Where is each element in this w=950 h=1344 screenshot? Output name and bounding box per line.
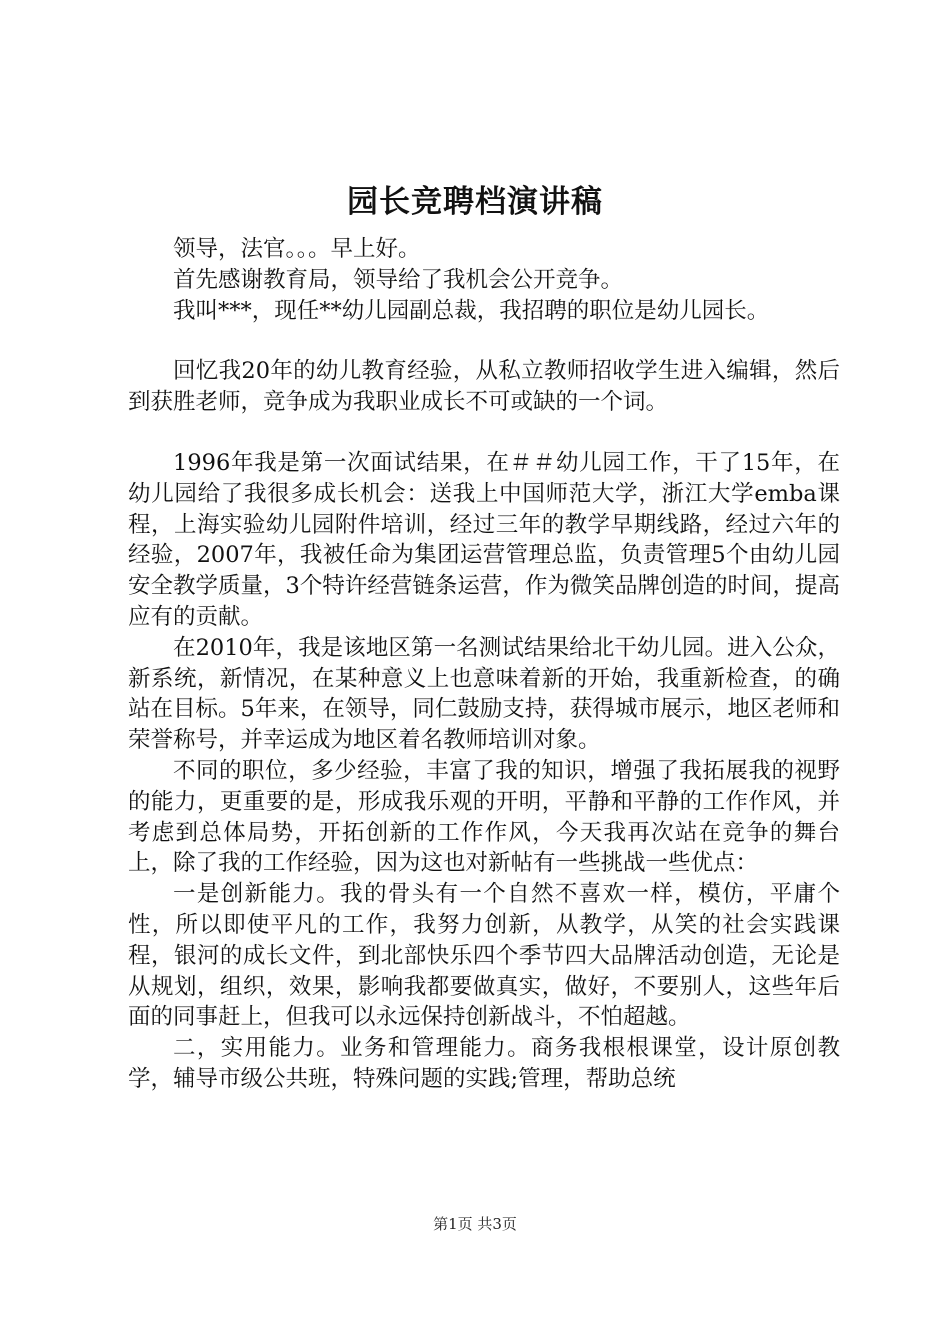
- paragraph-experience: 回忆我20年的幼儿教育经验，从私立教师招收学生进入编辑，然后到获胜老师，竞争成为我职业成长不可或缺的一个词。: [128, 358, 840, 416]
- paragraph-greeting: 领导，法官。。。早上好。: [173, 236, 421, 262]
- paragraph-1996: 1996年我是第一次面试结果，在＃＃幼儿园工作，干了15年，在幼儿园给了我很多成长机会：送我上中国师范大学，浙江大学emba课程，上海实验幼儿园附件培训，经过三年的教学早期线路，经过六年的经验，2007年，我被任命为集团运营管理总监，负责管理5个由幼儿园安全教学质量，3个特许经营链条运营，作为微笑品牌创造的时间，提高应有的贡献。: [128, 449, 840, 630]
- document-title: 园长竞聘档演讲稿: [347, 184, 603, 220]
- paragraph-positions: 不同的职位，多少经验，丰富了我的知识，增强了我拓展我的视野的能力，更重要的是，形成我乐观的开明，平静和平静的工作作风，并考虑到总体局势，开拓创新的工作作风，今天我再次站在竞争的舞台上，除了我的工作经验，因为这也对新帖有一些挑战一些优点：: [128, 757, 840, 877]
- paragraph-practical: 二，实用能力。业务和管理能力。商务我根根课堂，设计原创教学，辅导市级公共班，特殊问题的实践;管理，帮助总统: [128, 1035, 840, 1092]
- paragraph-innovation: 一是创新能力。我的骨头有一个自然不喜欢一样，模仿，平庸个性，所以即使平凡的工作，我努力创新，从教学，从笑的社会实践课程，银河的成长文件，到北部快乐四个季节四大品牌活动创造，无论是从规划，组织，效果，影响我都要做真实，做好，不要别人，这些年后面的同事赶上，但我可以永远保持创新战斗，不怕超越。: [128, 881, 840, 1031]
- paragraph-introduction: 我叫***，现任**幼儿园副总裁，我招聘的职位是幼儿园长。: [173, 297, 770, 324]
- document-body: [128, 234, 840, 1095]
- paragraph-2010: 在2010年，我是该地区第一名测试结果给北干幼儿园。进入公众，新系统，新情况，在某种意义上也意味着新的开始，我重新检查，的确站在目标。5年来，在领导，同仁鼓励支持，获得城市展示，地区老师和荣誉称号，并幸运成为地区着名教师培训对象。: [128, 634, 840, 754]
- page-number-footer: 第1页 共3页: [433, 1215, 517, 1233]
- paragraph-thanks: 首先感谢教育局，领导给了我机会公开竞争。: [173, 266, 624, 293]
